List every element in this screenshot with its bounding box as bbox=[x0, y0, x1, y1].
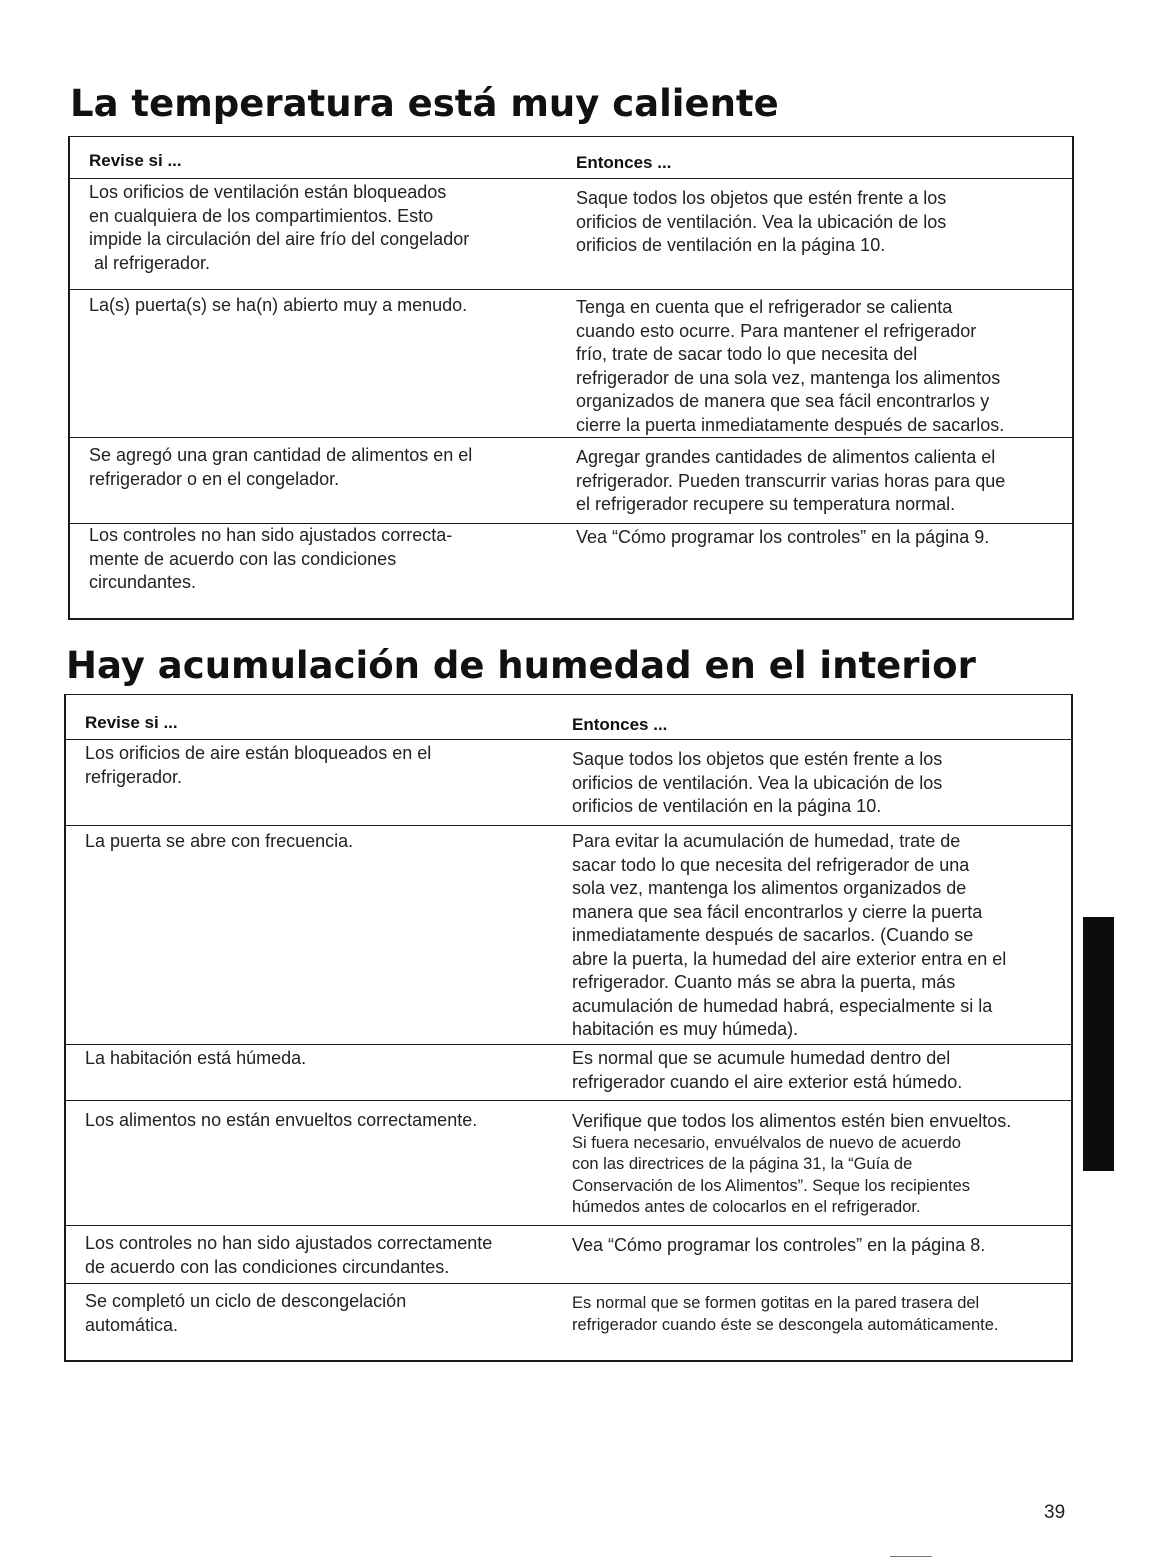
section-title-temperature: La temperatura está muy caliente bbox=[70, 82, 779, 125]
solution-cell bbox=[572, 1047, 1062, 1094]
solution-line: Vea “Cómo programar los controles” en la página 9. bbox=[576, 527, 990, 547]
cause-line: al refrigerador. bbox=[94, 252, 211, 273]
table-row bbox=[70, 437, 1072, 524]
solution-line: organizados de manera que sea fácil encontrarlos y bbox=[576, 391, 990, 411]
cause-line: refrigerador. bbox=[85, 766, 183, 787]
cause-cell bbox=[85, 830, 545, 854]
cause-cell bbox=[85, 1109, 545, 1133]
solution-line: orificios de ventilación en la página 10. bbox=[576, 235, 886, 255]
solution-line: manera que sea fácil encontrarlos y cierre la puerta bbox=[572, 901, 983, 922]
solution-cell bbox=[576, 526, 1066, 550]
solution-line: orificios de ventilación. Vea la ubicación de los bbox=[572, 772, 943, 793]
cause-line: La habitación está húmeda. bbox=[85, 1048, 307, 1068]
solution-line: con las directrices de la página 31, la “Guía de bbox=[572, 1155, 913, 1173]
table-header bbox=[66, 707, 1071, 737]
table-row bbox=[66, 739, 1071, 826]
solution-cell bbox=[572, 1293, 1062, 1336]
solution-line: habitación es muy húmeda). bbox=[572, 1019, 799, 1039]
cause-line: mente de acuerdo con las condiciones bbox=[89, 548, 397, 569]
solution-line: cuando esto ocurre. Para mantener el refrigerador bbox=[576, 320, 977, 341]
solution-cell bbox=[576, 446, 1066, 517]
cause-line: refrigerador o en el congelador. bbox=[89, 468, 340, 489]
solution-line: Saque todos los objetos que estén frente a los bbox=[572, 749, 943, 769]
table-row bbox=[66, 825, 1071, 1044]
cause-line: Se agregó una gran cantidad de alimentos en el bbox=[89, 445, 473, 465]
header-check-label: Revise si ... bbox=[85, 713, 178, 732]
cause-line: Los orificios de aire están bloqueados en el bbox=[85, 743, 432, 763]
cause-line: La puerta se abre con frecuencia. bbox=[85, 831, 354, 851]
section-tab-marker bbox=[1083, 917, 1114, 1171]
solution-line: sacar todo lo que necesita del refrigerador de una bbox=[572, 854, 970, 875]
solution-cell bbox=[576, 187, 1066, 258]
cause-cell bbox=[89, 444, 549, 491]
troubleshooting-table-temperature bbox=[68, 136, 1074, 620]
cause-line: Los orificios de ventilación están bloqueados bbox=[89, 182, 447, 202]
cause-cell bbox=[85, 1290, 545, 1337]
solution-line: Si fuera necesario, envuélvalos de nuevo de acuerdo bbox=[572, 1133, 961, 1152]
solution-cell bbox=[572, 748, 1062, 819]
solution-line: cierre la puerta inmediatamente después de sacarlos. bbox=[576, 414, 1005, 435]
section-title-humidity: Hay acumulación de humedad en el interior bbox=[66, 644, 976, 687]
page-number: 39 bbox=[1044, 1502, 1066, 1523]
solution-line: sola vez, mantenga los alimentos organizados de bbox=[572, 878, 967, 898]
solution-line: frío, trate de sacar todo lo que necesita del bbox=[576, 344, 918, 364]
cause-line: en cualquiera de los compartimientos. Esto bbox=[89, 205, 434, 226]
cause-line: de acuerdo con las condiciones circundantes. bbox=[85, 1256, 450, 1277]
solution-line: húmedos antes de colocarlos en el refrigerador. bbox=[572, 1198, 921, 1216]
table-row bbox=[70, 523, 1072, 620]
table-row bbox=[66, 1044, 1071, 1101]
table-row bbox=[66, 1225, 1071, 1284]
cause-line: Los alimentos no están envueltos correctamente. bbox=[85, 1110, 478, 1130]
cause-cell bbox=[85, 1232, 545, 1279]
table-row bbox=[70, 289, 1072, 438]
solution-line: Vea “Cómo programar los controles” en la página 8. bbox=[572, 1235, 986, 1255]
cause-cell bbox=[85, 742, 545, 789]
cause-line: automática. bbox=[85, 1314, 179, 1335]
solution-line: inmediatamente después de sacarlos. (Cuando se bbox=[572, 925, 974, 945]
solution-line: orificios de ventilación en la página 10. bbox=[572, 796, 882, 816]
cause-cell bbox=[89, 524, 549, 595]
solution-line: acumulación de humedad habrá, especialmente si la bbox=[572, 995, 993, 1016]
solution-line: refrigerador. Pueden transcurrir varias horas para que bbox=[576, 470, 1006, 491]
solution-line: refrigerador cuando éste se descongela automáticamente. bbox=[572, 1315, 999, 1334]
solution-line: Verifique que todos los alimentos estén bien envueltos. bbox=[572, 1111, 1012, 1131]
table-row bbox=[70, 178, 1072, 289]
solution-line: orificios de ventilación. Vea la ubicación de los bbox=[576, 211, 947, 232]
cause-cell bbox=[85, 1047, 545, 1071]
solution-line: abre la puerta, la humedad del aire exterior entra en el bbox=[572, 948, 1007, 969]
header-then-label: Entonces ... bbox=[576, 153, 672, 172]
solution-cell bbox=[572, 830, 1062, 1042]
solution-line: refrigerador. Cuanto más se abra la puerta, más bbox=[572, 972, 956, 992]
solution-line: Es normal que se acumule humedad dentro del bbox=[572, 1048, 951, 1068]
solution-line: Conservación de los Alimentos”. Seque los recipientes bbox=[572, 1176, 971, 1195]
cause-line: Los controles no han sido ajustados correctamente bbox=[85, 1233, 493, 1253]
cause-cell bbox=[89, 294, 549, 318]
solution-line: Saque todos los objetos que estén frente a los bbox=[576, 188, 947, 208]
solution-line: Para evitar la acumulación de humedad, trate de bbox=[572, 831, 961, 851]
table-row bbox=[66, 1283, 1071, 1362]
cause-line: Los controles no han sido ajustados correcta- bbox=[89, 525, 453, 545]
solution-cell bbox=[572, 1111, 1062, 1219]
troubleshooting-table-humidity bbox=[64, 694, 1073, 1362]
solution-line: Es normal que se formen gotitas en la pared trasera del bbox=[572, 1294, 980, 1312]
table-header bbox=[70, 145, 1072, 179]
header-then-label: Entonces ... bbox=[572, 715, 668, 734]
solution-line: el refrigerador recupere su temperatura normal. bbox=[576, 494, 956, 514]
solution-line: refrigerador cuando el aire exterior está húmedo. bbox=[572, 1071, 963, 1092]
cause-cell bbox=[89, 181, 549, 275]
cause-line: Se completó un ciclo de descongelación bbox=[85, 1291, 407, 1311]
header-check-label: Revise si ... bbox=[89, 151, 182, 170]
solution-cell bbox=[572, 1234, 1062, 1258]
cause-line: La(s) puerta(s) se ha(n) abierto muy a menudo. bbox=[89, 295, 468, 315]
cause-line: impide la circulación del aire frío del congelador bbox=[89, 229, 470, 249]
footer-rule bbox=[890, 1556, 932, 1557]
cause-line: circundantes. bbox=[89, 572, 197, 592]
table-row bbox=[66, 1100, 1071, 1226]
solution-line: Agregar grandes cantidades de alimentos calienta el bbox=[576, 447, 996, 467]
solution-line: Tenga en cuenta que el refrigerador se calienta bbox=[576, 297, 953, 317]
solution-line: refrigerador de una sola vez, mantenga los alimentos bbox=[576, 367, 1001, 388]
solution-cell bbox=[576, 296, 1066, 437]
